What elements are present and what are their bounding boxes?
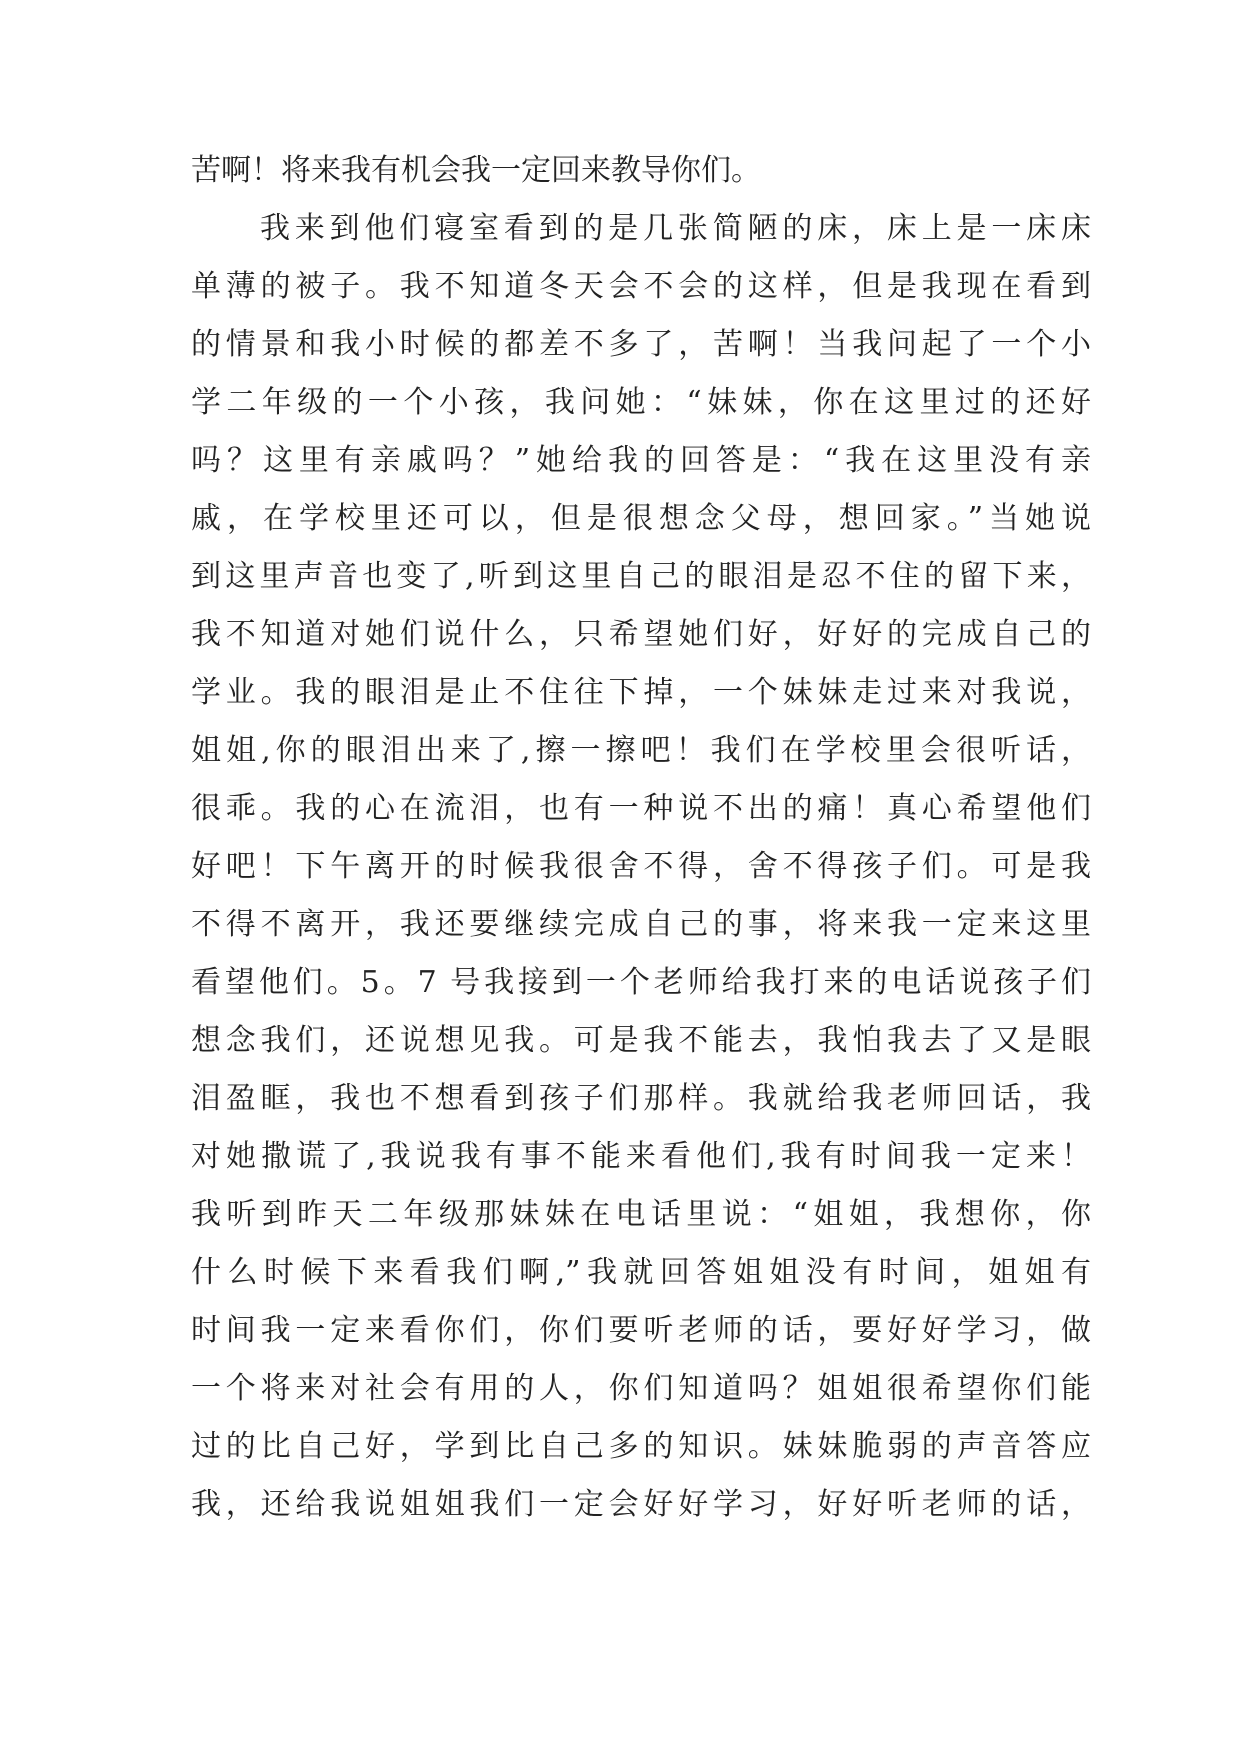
text-line: 单薄的被子。我不知道冬天会不会的这样，但是我现在看到 [191, 269, 1091, 304]
text-line: 看望他们。5。7 号我接到一个老师给我打来的电话说孩子们 [191, 965, 1091, 1000]
text-line: 我，还给我说姐姐我们一定会好好学习，好好听老师的话， [191, 1487, 1091, 1522]
text-line: 时间我一定来看你们，你们要听老师的话，要好好学习，做 [191, 1313, 1091, 1348]
text-line: 很乖。我的心在流泪，也有一种说不出的痛！真心希望他们 [191, 791, 1091, 826]
text-line: 我听到昨天二年级那妹妹在电话里说：“姐姐，我想你，你 [191, 1197, 1091, 1232]
text-line: 我不知道对她们说什么，只希望她们好，好好的完成自己的 [191, 617, 1091, 652]
text-line: 学业。我的眼泪是止不住往下掉，一个妹妹走过来对我说， [191, 675, 1091, 710]
text-line: 不得不离开，我还要继续完成自己的事，将来我一定来这里 [191, 907, 1091, 942]
text-line: 对她撒谎了,我说我有事不能来看他们,我有时间我一定来！ [191, 1139, 1091, 1174]
text-line: 姐姐,你的眼泪出来了,擦一擦吧！我们在学校里会很听话， [191, 733, 1091, 768]
text-line: 学二年级的一个小孩，我问她：“妹妹，你在这里过的还好 [191, 385, 1091, 420]
text-line: 吗？这里有亲戚吗？”她给我的回答是：“我在这里没有亲 [191, 443, 1091, 478]
text-line: 泪盈眶，我也不想看到孩子们那样。我就给我老师回话，我 [191, 1081, 1091, 1116]
text-line: 苦啊！将来我有机会我一定回来教导你们。 [191, 153, 761, 188]
text-line: 一个将来对社会有用的人，你们知道吗？姐姐很希望你们能 [191, 1371, 1091, 1406]
text-line: 过的比自己好，学到比自己多的知识。妹妹脆弱的声音答应 [191, 1429, 1091, 1464]
paragraph-first-line: 我来到他们寝室看到的是几张简陋的床，床上是一床床 [260, 211, 1091, 246]
text-line: 的情景和我小时候的都差不多了，苦啊！当我问起了一个小 [191, 327, 1091, 362]
text-line: 好吧！下午离开的时候我很舍不得，舍不得孩子们。可是我 [191, 849, 1091, 884]
text-line: 戚，在学校里还可以，但是很想念父母，想回家。”当她说 [191, 501, 1091, 536]
text-line: 到这里声音也变了,听到这里自己的眼泪是忍不住的留下来， [191, 559, 1091, 594]
text-line: 想念我们，还说想见我。可是我不能去，我怕我去了又是眼 [191, 1023, 1091, 1058]
text-line: 什么时候下来看我们啊,”我就回答姐姐没有时间，姐姐有 [191, 1255, 1091, 1290]
